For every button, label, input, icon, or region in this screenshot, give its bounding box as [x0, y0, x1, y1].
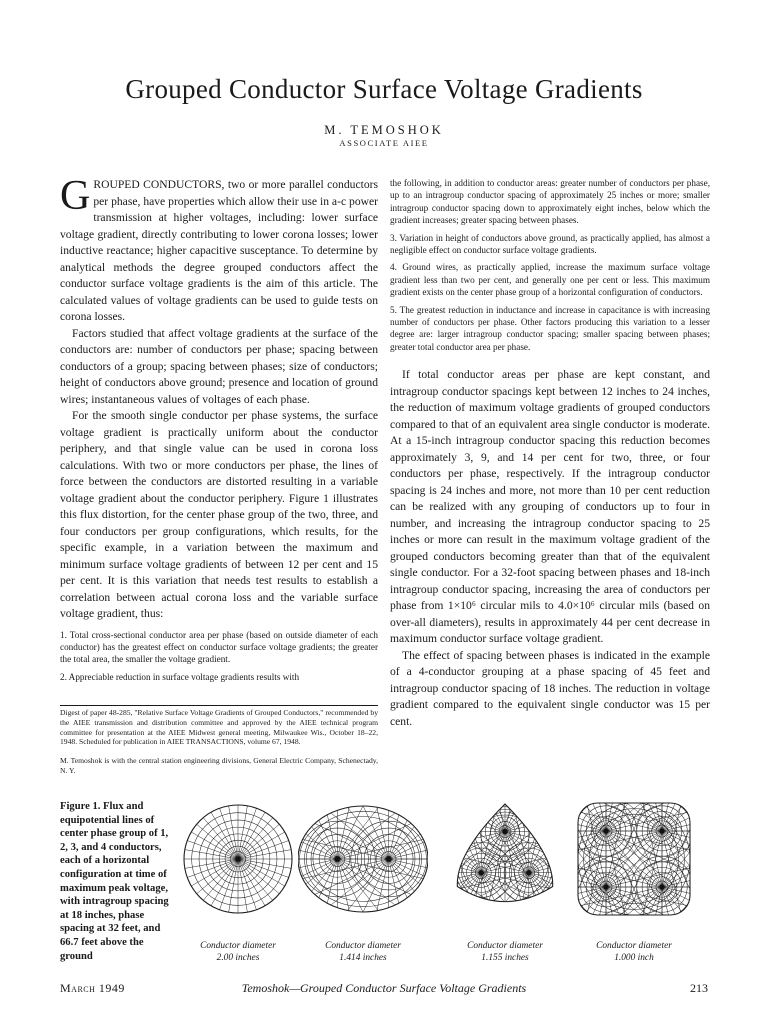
flux-line [574, 795, 606, 831]
flux-line [238, 859, 296, 915]
figure-panel-1 [180, 795, 296, 931]
footer-date: March 1949 [60, 981, 125, 995]
flux-line [474, 804, 529, 873]
paragraph-intro [60, 173, 378, 326]
flux-line [238, 795, 281, 859]
footer-page-number: 213 [690, 981, 708, 995]
flux-line [529, 795, 564, 873]
flux-line [662, 831, 694, 887]
conductor-dot [479, 870, 484, 875]
flux-line [485, 795, 505, 832]
flux-plot-4-conductors [574, 795, 694, 931]
flux-line [446, 795, 481, 873]
flux-line [467, 795, 505, 832]
conductor-dot [526, 870, 531, 875]
author-name: M. TEMOSHOK [324, 123, 444, 137]
panel-2-label-value: 1.414 inches [339, 953, 387, 963]
left-column [60, 173, 378, 683]
footer-running-title: Temoshok—Grouped Conductor Surface Voltage Gradients [241, 981, 527, 995]
equipotential-line [589, 814, 679, 904]
numbered-item-4: 4. Ground wires, as practically applied, increase the maximum surface voltage gradient less than two per cent, and generally one per cent or less. This maximum gradient exists on the center phase group of a horizontal configuration of conductors. [390, 262, 710, 298]
numbered-item-1: 1. Total cross-sectional conductor area per phase (based on outside diameter of each conductor) has the greatest effect on conductor surface voltage gradients; the greater the total area, the smaller the voltage gradient. [60, 629, 378, 665]
footnote-digest: Digest of paper 48-285, "Relative Surface Voltage Gradients of Grouped Conductors," recommended by the AIEE transmission and distribution committee and approved by the AIEE technical program committee for presentation at the AIEE Midwest general meeting, Milwaukee Wis., October 18–22, 1948. Scheduled for publication in AIEE TRANSACTIONS, volume 67, 1948. [60, 708, 378, 747]
flux-line [238, 803, 296, 859]
right-column [390, 177, 710, 730]
flux-line [180, 859, 238, 915]
flux-line [180, 803, 238, 859]
flux-line [446, 832, 505, 870]
flux-plot-1-conductor [180, 795, 296, 931]
figure-caption: Figure 1. Flux and equipotential lines of center phase group of 1, 2, 3, and 4 conductors, each of a horizontal configuration at time of maximum peak voltage, with intragroup spacing at 18 inches, phase spacing at 32 feet, and 66.7 feet above the ground [60, 801, 169, 962]
flux-line [662, 831, 694, 887]
numbered-item-3: 3. Variation in height of conductors above ground, as practically applied, has almost a negligible effect on conductor surface voltage gradients. [390, 232, 710, 256]
numbered-item-5: 5. The greatest reduction in inductance and increase in capacitance is with increasing number of conductors per phase. Other factors producing this variation to a lesser degree are: larger intragroup conductor spacing; smaller spacing between phases; greater total conductor area per phase. [390, 304, 710, 352]
flux-line [505, 832, 564, 870]
panel-3-label [446, 940, 564, 964]
panel-1-label-value: 2.00 inches [216, 953, 260, 963]
paragraph-intro-text: ROUPED CONDUCTORS, two or more parallel conductors per phase, have properties which allow their use in a-c power transmission at higher voltages, including: lower surface voltage gradient, directly contributing to lower corona losses; lower inductive reactance; higher capacitive susceptance. To determine by analytical methods the degree grouped conductors affect the conductor surface voltage gradients is the aim of this article. The calculated values of voltage gradients can be used to guide tests on corona losses. [60, 178, 378, 323]
flux-line [505, 795, 543, 832]
conductor-dot [659, 884, 664, 889]
footnote-author: M. Temoshok is with the central station engineering divisions, General Electric Company, Schenectady, N. Y. [60, 756, 378, 775]
panel-2-label-title: Conductor diameter [325, 941, 401, 951]
flux-line [662, 795, 694, 831]
equipotential-line [578, 803, 690, 915]
panel-3-label-value: 1.155 inches [481, 953, 529, 963]
panel-4-label-value: 1.000 inch [614, 953, 654, 963]
flux-line [182, 795, 238, 859]
figure-panel-3 [446, 795, 564, 931]
flux-line [662, 795, 694, 831]
conductor-dot [502, 829, 507, 834]
conductor-dot [659, 828, 664, 833]
flux-plot-2-conductors [298, 795, 428, 931]
flux-line [328, 859, 389, 931]
paragraph-area-results: If total conductor areas per phase are kept constant, and intragroup conductor spacings kept between 12 inches to 24 inches, the reduction of maximum voltage gradients of grouped conductors compared to that of an equivalent area single conductor is moderate. At a 15-inch intragroup conductor spacing this reduction becomes approximately 3, 9, and 14 per cent for two, three, or four conductors per phase, respectively. If the intragroup conductor spacing is 24 inches and more, not more than 10 per cent reduction can be realized with any grouping of conductors up to four in number, and increasing the intragroup conductor spacing to 25 inches or more can result in the maximum voltage gradient of the grouped conductors becoming greater than that of the equivalent single conductor. For a 32-foot spacing between phases and 18-inch intragroup conductor spacing, increasing the area of conductors per phase from 1×10⁶ circular mils to 4.0×10⁶ circular mils (based on over-all diameters), results in approximately 44 per cent decrease in maximum conductor surface voltage gradient. [390, 368, 710, 646]
panel-3-label-title: Conductor diameter [467, 941, 543, 951]
numbered-item-2-continued: the following, in addition to conductor areas: greater number of conductors per phase, up to an intragroup conductor spacing of approximately 25 inches or more; smaller intragroup conductor spacing down to approximately eight inches, below which the gradient increases; greater spacing between phases. [390, 178, 710, 226]
conductor-dot [386, 856, 391, 861]
flux-line [337, 859, 398, 931]
conductor-dot [335, 856, 340, 861]
flux-line [574, 795, 606, 831]
flux-line [574, 831, 606, 887]
flux-line [238, 795, 268, 859]
flux-line [505, 832, 564, 887]
flux-line [238, 795, 294, 859]
flux-line [389, 795, 411, 859]
conductor-dot [235, 856, 240, 861]
flux-line [316, 795, 338, 859]
flux-line [446, 812, 505, 832]
flux-line [529, 873, 549, 931]
flux-line [581, 795, 662, 831]
panel-1-label-title: Conductor diameter [200, 941, 276, 951]
author-affiliation: ASSOCIATE AIEE [339, 138, 429, 148]
panel-4-label-title: Conductor diameter [596, 941, 672, 951]
flux-line [606, 795, 687, 831]
flux-line [574, 831, 606, 887]
panel-2-label [298, 940, 428, 964]
panel-4-label [574, 940, 694, 964]
flux-line [208, 795, 238, 859]
paragraph-phase-spacing: The effect of spacing between phases is indicated in the example of a 4-conductor grouping at a phase spacing of 45 feet and intragroup conductor spacing of 18 inches. The reduction in voltage gradient compared to the equivalent single conductor was 15 per cent. [390, 648, 710, 728]
outer-equipotential [578, 803, 690, 915]
panel-1-label [180, 940, 296, 964]
flux-line [505, 832, 560, 901]
paragraph-single-conductor: For the smooth single conductor per phase systems, the surface voltage gradient is practically uniform about the conductor periphery, and that single value can be used in corona loss calculations. With two or more conductors per phase, the lines of force between the conductors are distorted resulting in a variable voltage gradient about the conductor periphery. Figure 1 illustrates this flux distortion, for the center phase group of the two, three, and four conductors per group configurations, which results, for the specific example, in a variation between the maximum and minimum surface voltage gradients of between 12 per cent and 15 per cent. It is this variation that needs test results to establish a correlation between actual corona loss and the variable surface voltage gradient, thus: [60, 409, 378, 620]
drop-cap: G [60, 173, 91, 219]
numbered-item-2: 2. Appreciable reduction in surface voltage gradients results with [60, 671, 300, 682]
paragraph-factors: Factors studied that affect voltage gradients at the surface of the conductors are: number of conductors per phase; spacing between conductors of a group; spacing between phases; size of conductors; height of conductors above ground; presence and location of ground wires; instantaneous values of voltages of each phase. [60, 326, 378, 406]
flux-line [662, 795, 694, 831]
flux-line [462, 873, 482, 931]
flux-line [195, 795, 238, 859]
page-title: Grouped Conductor Surface Voltage Gradients [125, 74, 643, 104]
flux-line [446, 832, 505, 887]
figure-panel-2 [298, 795, 428, 931]
flux-line [574, 795, 606, 831]
figure-panel-4 [574, 795, 694, 931]
flux-line [574, 795, 606, 831]
flux-line [505, 795, 525, 832]
flux-line [662, 795, 694, 831]
conductor-dot [603, 828, 608, 833]
flux-line [450, 832, 505, 901]
flux-line [481, 804, 536, 873]
footnote-divider [60, 705, 378, 706]
conductor-dot [603, 884, 608, 889]
flux-plot-3-conductors [446, 795, 564, 931]
flux-line [505, 812, 564, 832]
